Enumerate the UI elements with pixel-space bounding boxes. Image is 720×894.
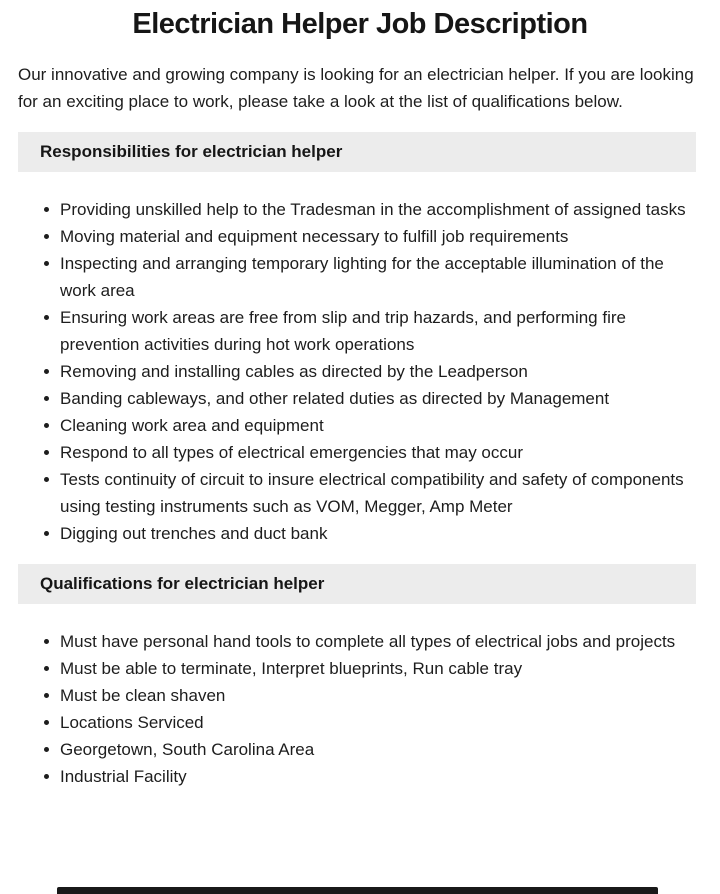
list-item: [60, 385, 695, 412]
list-item: [60, 520, 695, 547]
list-item: [60, 655, 695, 682]
bullet-icon: [44, 747, 49, 752]
bullet-icon: [44, 315, 49, 320]
bullet-icon: [44, 720, 49, 725]
list-item-text: Digging out trenches and duct bank: [60, 524, 328, 543]
section-heading-qualifications: Qualifications for electrician helper: [18, 564, 696, 604]
bullet-icon: [44, 396, 49, 401]
bullet-icon: [44, 477, 49, 482]
list-item: [60, 196, 695, 223]
page-title: Electrician Helper Job Description: [132, 8, 588, 40]
qualifications-list: [0, 628, 695, 790]
list-item-text: Locations Serviced: [60, 713, 204, 732]
bullet-icon: [44, 693, 49, 698]
list-item-text: Must be able to terminate, Interpret blueprints, Run cable tray: [60, 659, 523, 678]
list-item-text: Inspecting and arranging temporary lighting for the acceptable illumination of the work area: [60, 254, 664, 300]
section-heading-responsibilities: Responsibilities for electrician helper: [18, 132, 696, 172]
list-item: [60, 682, 695, 709]
bullet-icon: [44, 369, 49, 374]
list-item: [60, 439, 695, 466]
bullet-icon: [44, 666, 49, 671]
list-item: [60, 709, 695, 736]
bullet-icon: [44, 531, 49, 536]
list-item-text: Removing and installing cables as directed by the Leadperson: [60, 362, 528, 381]
bullet-icon: [44, 639, 49, 644]
list-item-text: Providing unskilled help to the Tradesman in the accomplishment of assigned tasks: [60, 200, 686, 219]
list-item-text: Must be clean shaven: [60, 686, 226, 705]
bullet-icon: [44, 261, 49, 266]
list-item-text: Cleaning work area and equipment: [60, 416, 324, 435]
list-item: [60, 466, 695, 520]
intro-paragraph: Our innovative and growing company is looking for an electrician helper. If you are looking for an exciting place to work, please take a look at the list of qualifications below.: [18, 65, 694, 111]
bullet-icon: [44, 234, 49, 239]
list-item-text: Banding cableways, and other related duties as directed by Management: [60, 389, 610, 408]
list-item: [60, 763, 695, 790]
list-item-text: Tests continuity of circuit to insure electrical compatibility and safety of components using testing instruments such as VOM, Megger, Amp Meter: [60, 470, 684, 516]
list-item: [60, 736, 695, 763]
bullet-icon: [44, 423, 49, 428]
list-item: [60, 304, 695, 358]
list-item: [60, 250, 695, 304]
list-item-text: Respond to all types of electrical emergencies that may occur: [60, 443, 524, 462]
bullet-icon: [44, 450, 49, 455]
list-item-text: Must have personal hand tools to complete all types of electrical jobs and projects: [60, 632, 676, 651]
bullet-icon: [44, 207, 49, 212]
list-item: [60, 358, 695, 385]
bullet-icon: [44, 774, 49, 779]
footer-bar-partial: [57, 887, 658, 894]
list-item: [60, 628, 695, 655]
list-item: [60, 412, 695, 439]
list-item-text: Industrial Facility: [60, 767, 187, 786]
list-item-text: Moving material and equipment necessary to fulfill job requirements: [60, 227, 569, 246]
list-item-text: Georgetown, South Carolina Area: [60, 740, 315, 759]
list-item-text: Ensuring work areas are free from slip and trip hazards, and performing fire prevention activities during hot work operations: [60, 308, 626, 354]
responsibilities-list: [0, 196, 695, 547]
list-item: [60, 223, 695, 250]
